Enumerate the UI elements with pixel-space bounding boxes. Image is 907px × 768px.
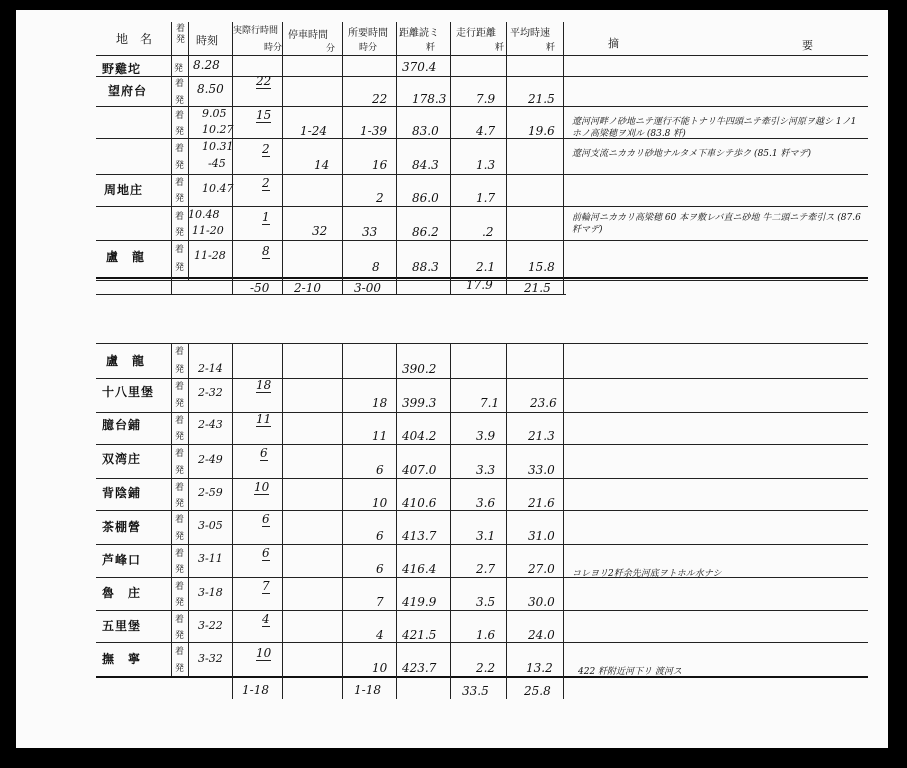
- mark-departure: 発: [175, 127, 185, 137]
- mark-arrival: 着: [175, 144, 185, 154]
- required-time: 8: [372, 260, 380, 274]
- header-avg-speed: 平均時速: [510, 28, 550, 39]
- run-distance: 3.6: [476, 496, 496, 510]
- time-value: 11-28: [194, 249, 226, 262]
- mark-arrival: 着: [175, 647, 185, 657]
- required-time: 10: [372, 661, 388, 675]
- run-distance: 1.3: [476, 158, 496, 172]
- place-name: 撫 寧: [102, 652, 142, 666]
- mark-departure: 発: [175, 263, 185, 273]
- mark-departure: 発: [175, 432, 185, 442]
- header-time: 時刻: [196, 34, 218, 47]
- header-arr-dep: 着発: [176, 24, 186, 45]
- required-time: 11: [372, 429, 388, 443]
- mark-arrival: 着: [175, 582, 185, 592]
- required-time: 10: [372, 496, 388, 510]
- place-name: 背陰鋪: [102, 486, 142, 500]
- mark-departure: 発: [175, 228, 185, 238]
- mark-departure: 発: [175, 532, 185, 542]
- distance-value: 407.0: [402, 463, 437, 477]
- place-name: 野雞坨: [102, 62, 142, 76]
- avg-speed: 19.6: [528, 124, 555, 138]
- remark-text: 前輪河ニカカリ高梁穂 60 本ヲ敷レバ直ニ砂地 牛二頭ニテ牽引ス (87.6 粁マデ): [572, 213, 861, 235]
- run-distance: 1.6: [476, 628, 496, 642]
- travel-time: 4: [262, 612, 270, 626]
- place-name: 茶棚營: [102, 520, 142, 534]
- mark-arrival: 着: [175, 178, 185, 188]
- run-distance: 1.7: [476, 191, 496, 205]
- mark-departure: 発: [175, 365, 185, 375]
- mark-departure: 発: [175, 161, 185, 171]
- travel-time: 10: [256, 646, 272, 660]
- header-run-distance: 走行距離: [456, 28, 496, 39]
- header-required: 所要時間: [348, 28, 388, 39]
- header-travel-unit: 時分: [264, 43, 283, 53]
- avg-speed: 21.6: [528, 496, 555, 510]
- header-avg-speed-unit: 粁: [546, 43, 556, 53]
- required-time: 18: [372, 396, 388, 410]
- time-value: 8.50: [197, 82, 224, 96]
- header-stop-unit: 分: [326, 44, 336, 54]
- total-avg: 21.5: [524, 281, 551, 295]
- time-value: 3-18: [198, 586, 223, 599]
- travel-time: 7: [262, 579, 270, 593]
- travel-time: 8: [262, 244, 270, 258]
- distance-value: 423.7: [402, 661, 437, 675]
- distance-value: 421.5: [402, 628, 437, 642]
- travel-time: 22: [256, 74, 272, 88]
- avg-speed: 21.3: [528, 429, 555, 443]
- time-value: 8.28: [193, 58, 220, 72]
- time-value: -45: [208, 157, 226, 170]
- document-sheet: [16, 10, 888, 748]
- mark-departure: 発: [175, 631, 185, 641]
- avg-speed: 23.6: [530, 396, 557, 410]
- remark-text: 422 粁附近河下リ 渡河ス: [578, 667, 682, 677]
- avg-speed: 33.0: [528, 463, 555, 477]
- stop-time: 14: [314, 158, 330, 172]
- mark-arrival: 着: [175, 382, 185, 392]
- time-value: 2-14: [198, 362, 223, 375]
- distance-value: 370.4: [402, 60, 437, 74]
- place-name: 五里堡: [102, 619, 142, 633]
- run-distance: 2.7: [476, 562, 496, 576]
- stop-time: 1-24: [300, 124, 327, 138]
- place-name: 盧 龍: [106, 354, 146, 368]
- travel-time: 10: [254, 480, 270, 494]
- total-run: 17.9: [466, 278, 493, 292]
- travel-time: 6: [262, 512, 270, 526]
- header-travel: 実際行時間: [233, 26, 279, 36]
- time-value: 10.48: [188, 208, 220, 221]
- distance-value: 399.3: [402, 396, 437, 410]
- avg-speed: 24.0: [528, 628, 555, 642]
- distance-value: 419.9: [402, 595, 437, 609]
- required-time: 6: [376, 529, 384, 543]
- time-value: 3-32: [198, 652, 223, 665]
- required-time: 1-39: [360, 124, 387, 138]
- travel-time: 1: [262, 210, 270, 224]
- mark-arrival: 着: [175, 416, 185, 426]
- required-time: 4: [376, 628, 384, 642]
- distance-value: 413.7: [402, 529, 437, 543]
- mark-arrival: 着: [175, 549, 185, 559]
- distance-value: 178.3: [412, 92, 447, 106]
- mark-arrival: 着: [175, 347, 185, 357]
- distance-value: 83.0: [412, 124, 439, 138]
- avg-speed: 31.0: [528, 529, 555, 543]
- time-value: 2-59: [198, 486, 223, 499]
- total-avg: 25.8: [524, 684, 551, 698]
- distance-value: 410.6: [402, 496, 437, 510]
- header-distance-unit: 粁: [426, 43, 436, 53]
- required-time: 7: [376, 595, 384, 609]
- run-distance: 7.1: [480, 396, 500, 410]
- remark-text: 遼河支流ニカカリ砂地ナルタメ下車シテ歩ク (85.1 粁マデ): [572, 149, 811, 159]
- header-required-unit: 時分: [359, 43, 378, 53]
- travel-time: 11: [256, 412, 272, 426]
- avg-speed: 21.5: [528, 92, 555, 106]
- travel-time: 15: [256, 108, 272, 122]
- time-value: 9.05: [202, 107, 227, 120]
- stop-time: 32: [312, 224, 328, 238]
- mark-arrival: 着: [175, 615, 185, 625]
- total-travel: -50: [250, 281, 270, 295]
- avg-speed: 30.0: [528, 595, 555, 609]
- header-remarks-1: 摘: [608, 37, 619, 50]
- mark-departure: 発: [175, 399, 185, 409]
- mark-arrival: 着: [175, 79, 185, 89]
- time-value: 2-32: [198, 386, 223, 399]
- run-distance: 3.1: [476, 529, 496, 543]
- run-distance: 2.2: [476, 661, 496, 675]
- mark-arrival: 着: [175, 449, 185, 459]
- total-run: 33.5: [462, 684, 489, 698]
- mark-departure: 発: [175, 194, 185, 204]
- mark-arrival: 着: [175, 515, 185, 525]
- run-distance: 4.7: [476, 124, 496, 138]
- travel-time: 2: [262, 142, 270, 156]
- mark-arrival: 着: [175, 212, 185, 222]
- mark-arrival: 着: [175, 483, 185, 493]
- distance-value: 416.4: [402, 562, 437, 576]
- place-name: 臆台鋪: [102, 418, 142, 432]
- mark-arrival: 着: [175, 111, 185, 121]
- mark-departure: 発: [175, 466, 185, 476]
- avg-speed: 27.0: [528, 562, 555, 576]
- header-distance: 距離読ミ: [399, 28, 439, 39]
- time-value: 2-49: [198, 453, 223, 466]
- time-value: 2-43: [198, 418, 223, 431]
- header-stop: 停車時間: [288, 30, 328, 41]
- avg-speed: 13.2: [526, 661, 553, 675]
- required-time: 6: [376, 463, 384, 477]
- place-name: 芦峰口: [102, 553, 142, 567]
- distance-value: 84.3: [412, 158, 439, 172]
- place-name: 周地庄: [104, 183, 144, 197]
- total-travel: 1-18: [242, 683, 269, 697]
- total-required: 1-18: [354, 683, 381, 697]
- run-distance: 3.9: [476, 429, 496, 443]
- required-time: 22: [372, 92, 388, 106]
- distance-value: 88.3: [412, 260, 439, 274]
- mark-departure: 発: [175, 96, 185, 106]
- mark-departure: 発: [174, 64, 184, 74]
- total-stop: 2-10: [294, 281, 321, 295]
- place-name: 望府台: [108, 84, 148, 98]
- header-remarks-2: 要: [802, 39, 813, 52]
- run-distance: .2: [482, 225, 494, 239]
- mark-departure: 発: [175, 664, 185, 674]
- run-distance: 3.5: [476, 595, 496, 609]
- time-value: 10.31: [202, 140, 234, 153]
- mark-departure: 発: [175, 499, 185, 509]
- run-distance: 3.3: [476, 463, 496, 477]
- required-time: 16: [372, 158, 388, 172]
- distance-value: 404.2: [402, 429, 437, 443]
- time-value: 10.27: [202, 123, 234, 136]
- travel-time: 6: [262, 546, 270, 560]
- time-value: 3-05: [198, 519, 223, 532]
- time-value: 10.47: [202, 182, 234, 195]
- remark-text: コレヨリ2粁余先河底ヲトホル水ナシ: [572, 569, 722, 579]
- required-time: 33: [362, 225, 378, 239]
- place-name: 十八里堡: [102, 385, 155, 399]
- place-name: 盧 龍: [106, 250, 146, 264]
- header-place: 地 名: [116, 32, 153, 46]
- place-name: 双湾庄: [102, 452, 142, 466]
- distance-value: 86.0: [412, 191, 439, 205]
- distance-value: 86.2: [412, 225, 439, 239]
- time-value: 11-20: [192, 224, 224, 237]
- place-name: 魯 庄: [102, 586, 142, 600]
- travel-time: 2: [262, 176, 270, 190]
- avg-speed: 15.8: [528, 260, 555, 274]
- mark-departure: 発: [175, 598, 185, 608]
- distance-value: 390.2: [402, 362, 437, 376]
- mark-departure: 発: [175, 565, 185, 575]
- total-required: 3-00: [354, 281, 381, 295]
- header-run-distance-unit: 粁: [495, 43, 505, 53]
- remark-text: 遼河河畔ノ砂地ニテ運行不能トナリ牛四頭ニテ牽引シ河原ヲ越シ 1ノ1 ホノ高梁穂ヲ刈ル (83.8 粁): [572, 117, 857, 139]
- time-value: 3-11: [198, 552, 223, 565]
- required-time: 6: [376, 562, 384, 576]
- mark-arrival: 着: [175, 245, 185, 255]
- travel-time: 6: [260, 446, 268, 460]
- required-time: 2: [376, 191, 384, 205]
- run-distance: 2.1: [476, 260, 496, 274]
- run-distance: 7.9: [476, 92, 496, 106]
- time-value: 3-22: [198, 619, 223, 632]
- travel-time: 18: [256, 378, 272, 392]
